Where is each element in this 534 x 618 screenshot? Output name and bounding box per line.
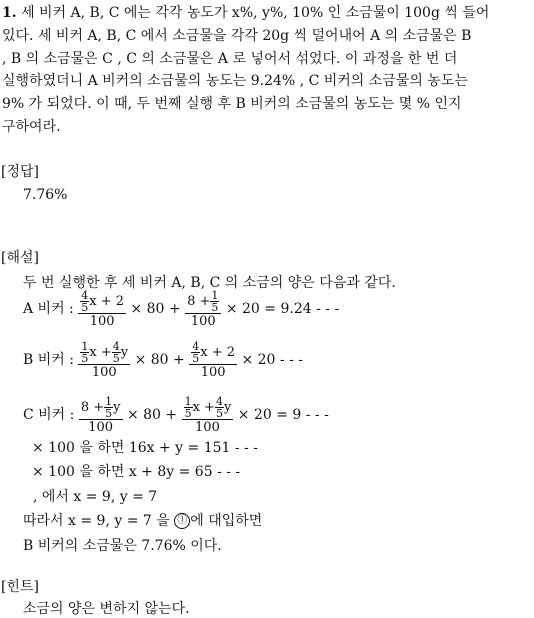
fraction: $\frac{4}{5}$ x + 2 100 xyxy=(78,290,126,328)
fraction: $\frac{4}{5}$ x + 2 100 xyxy=(189,341,237,379)
solution-step: × 100 을 하면 x + 8y = 65 - - - xyxy=(32,464,241,480)
hint-label: [힌트] xyxy=(1,579,39,595)
answer-label: [정답] xyxy=(1,164,39,180)
fraction: $\frac{1}{5}$ x + $\frac{4}{5}$ y 100 xyxy=(182,396,234,434)
problem-line: 있다. 세 비커 A, B, C 에서 소금물을 각각 20g 씩 덜어내어 A 의 소금물은 B xyxy=(2,27,472,44)
answer-value: 7.76% xyxy=(23,187,68,203)
problem-line: 실행하였더니 A 비커의 소금물의 농도는 9.24% , C 비커의 소금물의 농도는 xyxy=(2,73,468,90)
fraction: $\frac{1}{5}$ x + $\frac{4}{5}$ y 100 xyxy=(78,341,130,379)
equation-c: C 비커 : 8 + $\frac{1}{5}$ y 100 × 80 + $\frac{1}{5}$ x + $\frac{4}{5}$ y 100 × 20 = 9 - - - xyxy=(23,395,329,435)
problem-line: 1. 세 비커 A, B, C 에는 각각 농도가 x%, y%, 10% 인 소금물이 100g 씩 들어 xyxy=(2,5,490,21)
problem-line: 구하여라. xyxy=(2,118,61,135)
fraction: 8 + $\frac{1}{5}$ y 100 xyxy=(80,395,121,435)
hint-text: 소금의 양은 변하지 않는다. xyxy=(23,601,190,617)
fraction: 8 + $\frac{1}{5}$ 100 xyxy=(185,290,221,328)
solution-step: × 100 을 하면 16x + y = 151 - - - xyxy=(32,440,258,456)
problem-number: 1. xyxy=(2,5,17,21)
problem-text xyxy=(2,2,532,139)
equation-a: A 비커 : $\frac{4}{5}$ x + 2 100 × 80 + 8 + $\frac{1}{5}$ 100 × 20 = 9.24 - - - xyxy=(23,289,340,329)
solution-step: , 에서 x = 9, y = 7 xyxy=(33,489,158,505)
equation-b: B 비커 : $\frac{1}{5}$ x + $\frac{4}{5}$ y 100 × 80 + $\frac{4}{5}$ x + 2 100 × 20 - - - xyxy=(23,340,303,380)
solution-step: 따라서 x = 9, y = 7 을 ⓛ 에 대입하면 xyxy=(23,513,263,529)
solution-conclusion: B 비커의 소금물은 7.76% 이다. xyxy=(23,538,222,554)
solution-label: [해설] xyxy=(1,250,39,266)
problem-line: 9% 가 되었다. 이 때, 두 번째 실행 후 B 비커의 소금물의 농도는 몇 % 인지 xyxy=(2,96,462,113)
problem-line: , B 의 소금물은 C , C 의 소금물은 A 로 넣어서 섞었다. 이 과정을 한 번 더 xyxy=(2,50,458,67)
circled-number-icon: ⓛ xyxy=(174,513,190,529)
solution-intro: 두 번 실행한 후 세 비커 A, B, C 의 소금의 양은 다음과 같다. xyxy=(23,275,396,291)
